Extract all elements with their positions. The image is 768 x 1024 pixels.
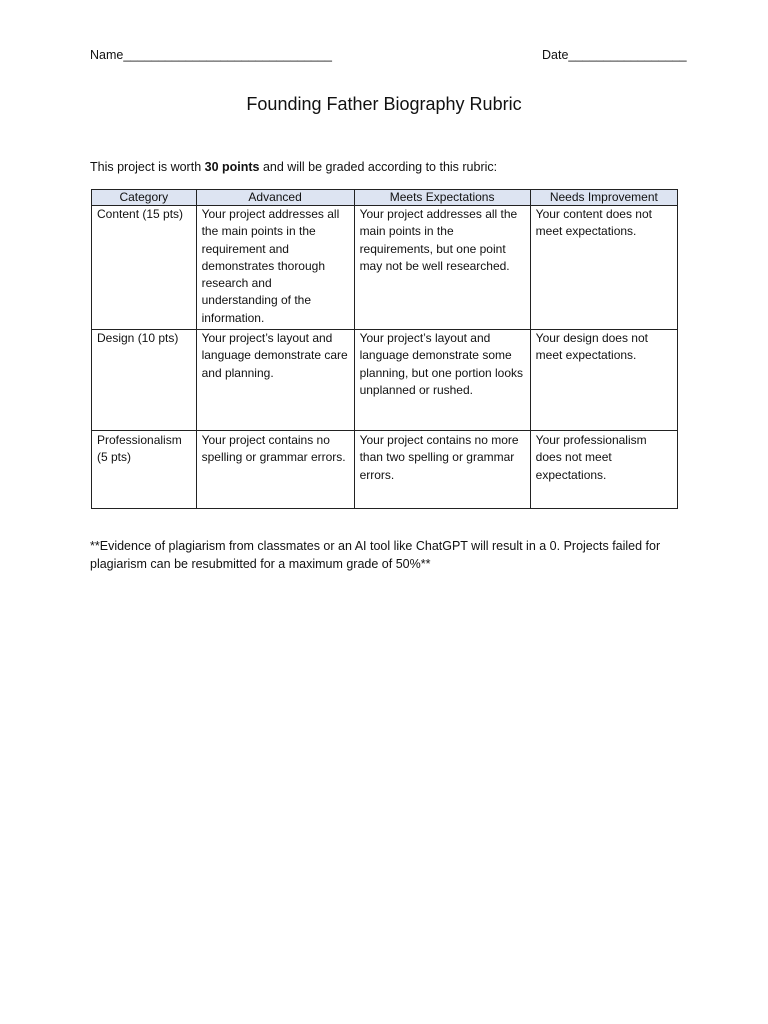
header-category: Category bbox=[92, 190, 197, 206]
page-title: Founding Father Biography Rubric bbox=[246, 94, 522, 114]
cell-advanced: Your project contains no spelling or grammar errors. bbox=[196, 431, 354, 509]
header-meets-expectations: Meets Expectations bbox=[354, 190, 530, 206]
cell-category: Design (10 pts) bbox=[92, 330, 197, 431]
table-header-row bbox=[92, 190, 678, 206]
cell-meets: Your project contains no more than two spelling or grammar errors. bbox=[354, 431, 530, 509]
table-row bbox=[92, 431, 678, 509]
cell-needs: Your professionalism does not meet expectations. bbox=[530, 431, 677, 509]
table-row bbox=[92, 330, 678, 431]
plagiarism-note: **Evidence of plagiarism from classmates or an AI tool like ChatGPT will result in a 0. Projects failed for plagiarism can be resubmitted for a maximum grade of 50%** bbox=[90, 539, 661, 571]
intro-text bbox=[90, 160, 497, 174]
cell-advanced: Your project’s layout and language demonstrate care and planning. bbox=[196, 330, 354, 431]
cell-needs: Your content does not meet expectations. bbox=[530, 206, 677, 330]
header-needs-improvement: Needs Improvement bbox=[530, 190, 677, 206]
cell-needs: Your design does not meet expectations. bbox=[530, 330, 677, 431]
header-advanced: Advanced bbox=[196, 190, 354, 206]
cell-category: Content (15 pts) bbox=[92, 206, 197, 330]
intro-after: and will be graded according to this rubric: bbox=[259, 160, 498, 174]
cell-meets: Your project’s layout and language demonstrate some planning, but one portion looks unplanned or rushed. bbox=[354, 330, 530, 431]
cell-meets: Your project addresses all the main points in the requirements, but one point may not be well researched. bbox=[354, 206, 530, 330]
rubric-table bbox=[91, 189, 678, 509]
name-line: Name______________________________ bbox=[90, 48, 332, 62]
intro-points: 30 points bbox=[204, 160, 260, 174]
cell-advanced: Your project addresses all the main points in the requirement and demonstrates thorough research and understanding of the information. bbox=[196, 206, 354, 330]
table-row bbox=[92, 206, 678, 330]
date-line: Date_________________ bbox=[542, 48, 687, 62]
intro-before: This project is worth bbox=[90, 160, 205, 174]
cell-category: Professionalism (5 pts) bbox=[92, 431, 197, 509]
